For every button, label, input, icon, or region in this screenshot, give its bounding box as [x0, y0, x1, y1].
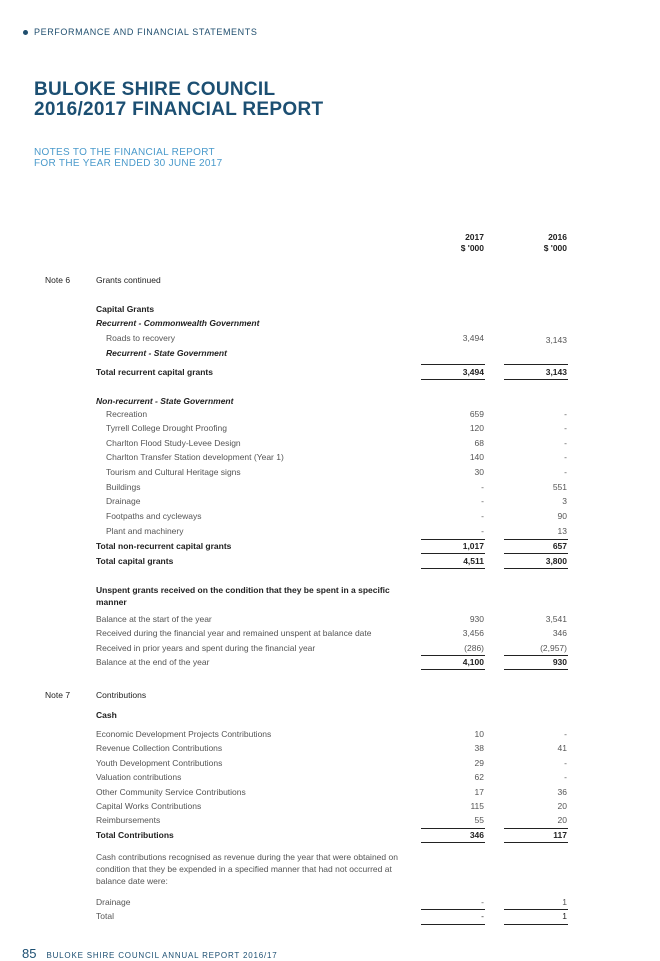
- page-number: 85: [22, 946, 37, 961]
- note-6-label: Note 6: [45, 275, 71, 285]
- row-label: Capital Works Contributions: [96, 801, 202, 811]
- row-label: Total Contributions: [96, 830, 174, 840]
- value-2017: 1,017: [462, 541, 484, 551]
- report-subtitle: [34, 147, 222, 169]
- report-title: [34, 80, 323, 120]
- table-row: [96, 437, 571, 450]
- row-label: Other Community Service Contributions: [96, 787, 246, 797]
- value-2017: -: [481, 911, 484, 921]
- capital-grants-heading: [96, 303, 571, 316]
- row-label: Charlton Transfer Station development (Year 1): [106, 452, 284, 462]
- paragraph-line: condition that they be expended in a specified manner that had not occurred at: [96, 864, 392, 874]
- row-label: Received during the financial year and remained unspent at balance date: [96, 628, 372, 638]
- value-2017: -: [481, 526, 484, 536]
- table-row: [96, 814, 571, 827]
- value-2017: -: [481, 511, 484, 521]
- divider: [421, 669, 485, 670]
- divider: [504, 842, 568, 843]
- value-2017: 62: [474, 772, 484, 782]
- value-2017: 115: [470, 801, 484, 811]
- total-recurrent-row: [96, 366, 571, 379]
- divider: [421, 379, 485, 380]
- value-2017: -: [481, 496, 484, 506]
- table-row: [96, 627, 571, 640]
- value-2016: 3: [562, 496, 567, 506]
- unspent-heading: [96, 584, 401, 608]
- row-label: Recreation: [106, 409, 148, 419]
- table-row: [96, 510, 571, 523]
- table-row: [96, 466, 571, 479]
- table-row: [96, 800, 571, 813]
- divider: [504, 669, 568, 670]
- row-label: Youth Development Contributions: [96, 758, 223, 768]
- value-2016: 551: [552, 482, 567, 492]
- table-row: [96, 642, 571, 655]
- value-2017: 120: [469, 423, 484, 433]
- table-row: [96, 408, 571, 421]
- row-label: Roads to recovery: [106, 333, 175, 343]
- subtitle-line-1: NOTES TO THE FINANCIAL REPORT: [34, 147, 215, 158]
- value-2016: 3,541: [545, 614, 567, 624]
- value-2016: 346: [552, 628, 567, 638]
- row-label: Reimbursements: [96, 815, 161, 825]
- row-label: Balance at the end of the year: [96, 657, 210, 667]
- heading-text: Cash: [96, 710, 117, 720]
- heading-text: Contributions: [96, 690, 147, 700]
- row-label: Revenue Collection Contributions: [96, 743, 223, 753]
- value-2017: 4,100: [462, 657, 484, 667]
- contributions-note-paragraph: [96, 851, 401, 887]
- nonrecurrent-state-heading: [96, 395, 571, 408]
- heading-text: Non-recurrent - State Government: [96, 396, 234, 406]
- unit-label: $ '000: [543, 243, 567, 253]
- year-label: 2016: [548, 232, 567, 242]
- row-label: Total non-recurrent capital grants: [96, 541, 232, 551]
- total-capital-row: [96, 555, 571, 568]
- value-2016: 930: [552, 657, 567, 667]
- value-2016: -: [564, 423, 567, 433]
- title-line-2: 2016/2017 FINANCIAL REPORT: [34, 99, 324, 120]
- value-2016: 20: [557, 801, 567, 811]
- value-2016: 3,143: [545, 335, 567, 345]
- paragraph-line: balance date were:: [96, 876, 168, 886]
- divider: [504, 379, 568, 380]
- row-label: Total: [96, 911, 114, 921]
- value-2016: -: [564, 438, 567, 448]
- recurrent-commonwealth-heading: [96, 317, 571, 330]
- recurrent-state-heading: [96, 347, 571, 360]
- value-2017: 930: [469, 614, 484, 624]
- value-2017: 10: [474, 729, 484, 739]
- value-2017: 346: [469, 830, 484, 840]
- divider: [504, 924, 568, 925]
- value-2016: -: [564, 758, 567, 768]
- value-2017: 659: [469, 409, 484, 419]
- value-2017: (286): [464, 643, 484, 653]
- section-label: PERFORMANCE AND FINANCIAL STATEMENTS: [34, 27, 258, 37]
- value-2017: 55: [474, 815, 484, 825]
- divider: [504, 364, 568, 365]
- value-2016: -: [564, 467, 567, 477]
- table-row: [96, 451, 571, 464]
- row-label: Balance at the start of the year: [96, 614, 212, 624]
- row-label: Charlton Flood Study-Levee Design: [106, 438, 241, 448]
- heading-text: Capital Grants: [96, 304, 155, 314]
- unit-label: $ '000: [460, 243, 484, 253]
- row-label: Economic Development Projects Contributions: [96, 729, 272, 739]
- value-2016: -: [564, 729, 567, 739]
- total-contributions-row: [96, 829, 571, 842]
- value-2017: 3,494: [462, 333, 484, 343]
- heading-line: manner: [96, 597, 127, 607]
- value-2017: 4,511: [463, 556, 484, 566]
- row-label: Plant and machinery: [106, 526, 184, 536]
- table-row: [96, 757, 571, 770]
- total-nonrecurrent-row: [96, 540, 571, 553]
- value-2016: (2,957): [540, 643, 567, 653]
- column-header-2016: [523, 232, 567, 254]
- row-label: Buildings: [106, 482, 141, 492]
- bullet-icon: [23, 30, 28, 35]
- value-2016: 13: [557, 526, 567, 536]
- row-label: Received in prior years and spent during the financial year: [96, 643, 316, 653]
- table-row: [96, 422, 571, 435]
- divider: [421, 364, 485, 365]
- value-2016: 3,800: [545, 556, 567, 566]
- table-row: [96, 332, 571, 345]
- value-2016: 20: [557, 815, 567, 825]
- balance-end-row: [96, 656, 571, 669]
- cash-heading: [96, 709, 571, 722]
- value-2016: -: [564, 772, 567, 782]
- value-2016: 36: [557, 787, 567, 797]
- row-label: Drainage: [106, 496, 141, 506]
- value-2016: 117: [553, 830, 567, 840]
- paragraph-line: Cash contributions recognised as revenue during the year that were obtained on: [96, 852, 398, 862]
- value-2016: 90: [557, 511, 567, 521]
- divider: [421, 553, 485, 554]
- value-2016: 657: [552, 541, 567, 551]
- divider: [421, 842, 485, 843]
- title-line-1: BULOKE SHIRE COUNCIL: [34, 79, 276, 100]
- table-row: [96, 481, 571, 494]
- total-row: [96, 910, 571, 923]
- column-header-2017: [440, 232, 484, 254]
- divider: [421, 924, 485, 925]
- value-2017: 68: [474, 438, 484, 448]
- row-label: Total recurrent capital grants: [96, 367, 213, 377]
- value-2017: 38: [474, 743, 484, 753]
- footer-text: BULOKE SHIRE COUNCIL ANNUAL REPORT 2016/17: [46, 951, 278, 960]
- page-footer: [22, 946, 277, 961]
- table-row: [96, 771, 571, 784]
- table-row: [96, 495, 571, 508]
- divider: [421, 568, 485, 569]
- divider: [504, 553, 568, 554]
- note-7-heading: [96, 689, 571, 702]
- note-7-label: Note 7: [45, 690, 71, 700]
- row-label: Total capital grants: [96, 556, 174, 566]
- value-2017: 30: [474, 467, 484, 477]
- value-2017: 29: [474, 758, 484, 768]
- table-row: [96, 525, 571, 538]
- value-2017: -: [481, 897, 484, 907]
- value-2017: 3,494: [462, 367, 484, 377]
- table-row: [96, 613, 571, 626]
- note-6-heading: [96, 274, 571, 287]
- value-2016: 41: [557, 743, 567, 753]
- heading-text: Recurrent - State Government: [106, 348, 227, 358]
- value-2017: 140: [469, 452, 484, 462]
- value-2017: -: [481, 482, 484, 492]
- table-row: [96, 786, 571, 799]
- section-header: [23, 27, 257, 37]
- year-label: 2017: [465, 232, 484, 242]
- value-2016: 1: [562, 911, 567, 921]
- value-2016: -: [564, 452, 567, 462]
- subtitle-line-2: FOR THE YEAR ENDED 30 JUNE 2017: [34, 158, 223, 169]
- row-label: Footpaths and cycleways: [106, 511, 202, 521]
- row-label: Tourism and Cultural Heritage signs: [106, 467, 241, 477]
- heading-text: Recurrent - Commonwealth Government: [96, 318, 260, 328]
- value-2017: 17: [474, 787, 484, 797]
- value-2017: 3,456: [462, 628, 484, 638]
- table-row: [96, 742, 571, 755]
- row-label: Drainage: [96, 897, 131, 907]
- table-row: [96, 896, 571, 909]
- value-2016: 3,143: [545, 367, 567, 377]
- row-label: Valuation contributions: [96, 772, 182, 782]
- heading-line: Unspent grants received on the condition that they be spent in a specific: [96, 585, 390, 595]
- row-label: Tyrrell College Drought Proofing: [106, 423, 227, 433]
- value-2016: -: [564, 409, 567, 419]
- table-row: [96, 728, 571, 741]
- heading-text: Grants continued: [96, 275, 161, 285]
- value-2016: 1: [562, 897, 567, 907]
- divider: [504, 568, 568, 569]
